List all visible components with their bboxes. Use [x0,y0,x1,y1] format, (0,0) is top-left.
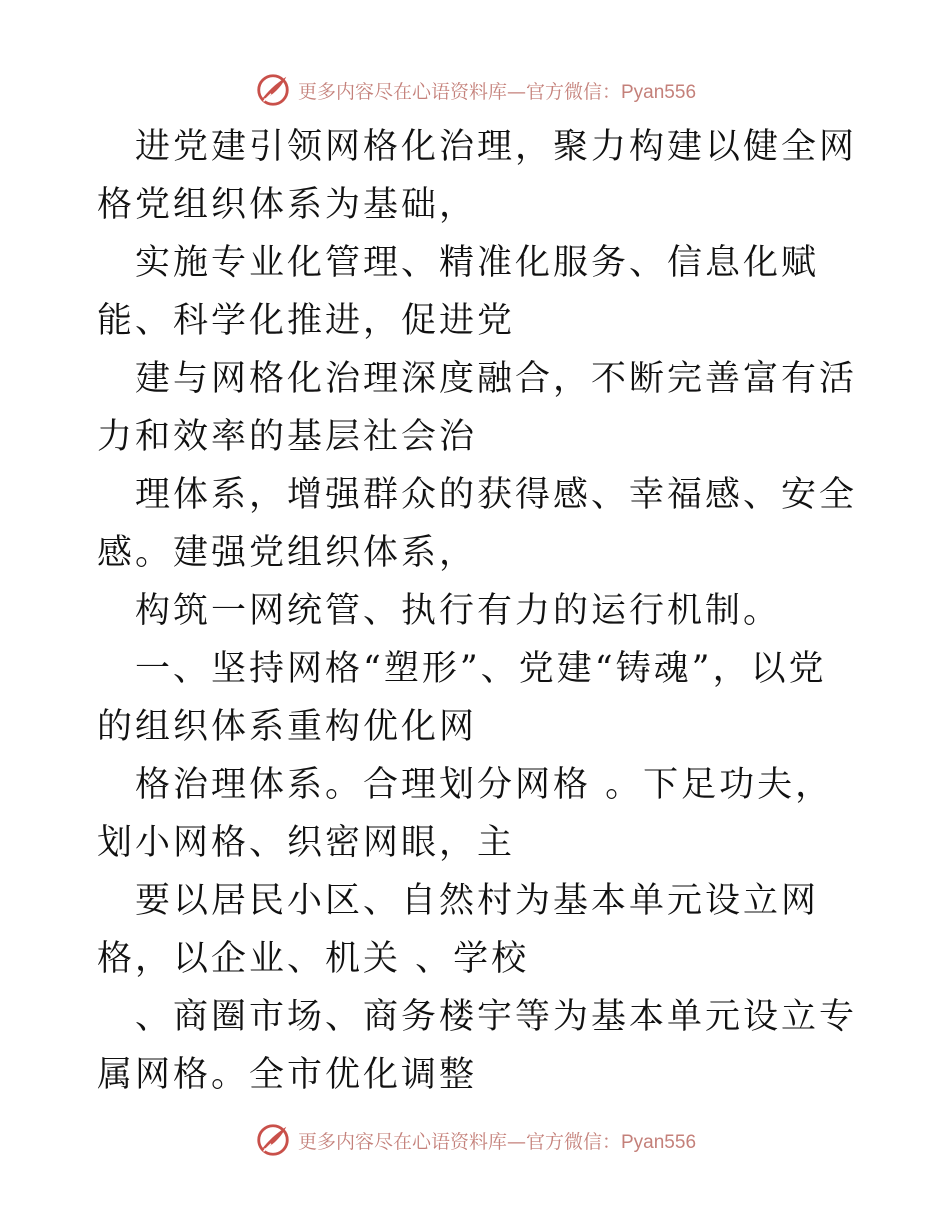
paragraph: 理体系，增强群众的获得感、幸福感、安全感。建强党组织体系， [97,475,858,573]
watermark-text: 更多内容尽在心语资料库—官方微信：Pyan556 [297,1130,697,1153]
paragraph: 格治理体系。合理划分网格 。下足功夫，划小网格、织密网眼，主 [97,765,834,863]
header-watermark [0,70,950,110]
paragraph: 进党建引领网格化治理，聚力构建以健全网格党组织体系为基础， [97,127,858,225]
paragraph: 、商圈市场、商务楼宇等为基本单元设立专属网格。全市优化调整 [97,997,858,1095]
paragraph: 构筑一网统管、执行有力的运行机制。 [135,591,782,631]
paragraph: 建与网格化治理深度融合，不断完善富有活力和效率的基层社会治 [97,359,858,457]
document-body [97,118,857,1104]
paragraph: 要以居民小区、自然村为基本单元设立网格，以企业、机关 、学校 [97,881,820,979]
quill-pen-logo-icon [254,1121,292,1159]
paragraph: 实施专业化管理、精准化服务、信息化赋能、科学化推进，促进党 [97,243,820,341]
paragraph: 一、坚持网格“塑形”、党建“铸魂”，以党的组织体系重构优化网 [97,649,827,747]
quill-pen-logo-icon [254,71,292,109]
watermark-text: 更多内容尽在心语资料库—官方微信：Pyan556 [297,80,697,103]
footer-watermark [0,1120,950,1160]
